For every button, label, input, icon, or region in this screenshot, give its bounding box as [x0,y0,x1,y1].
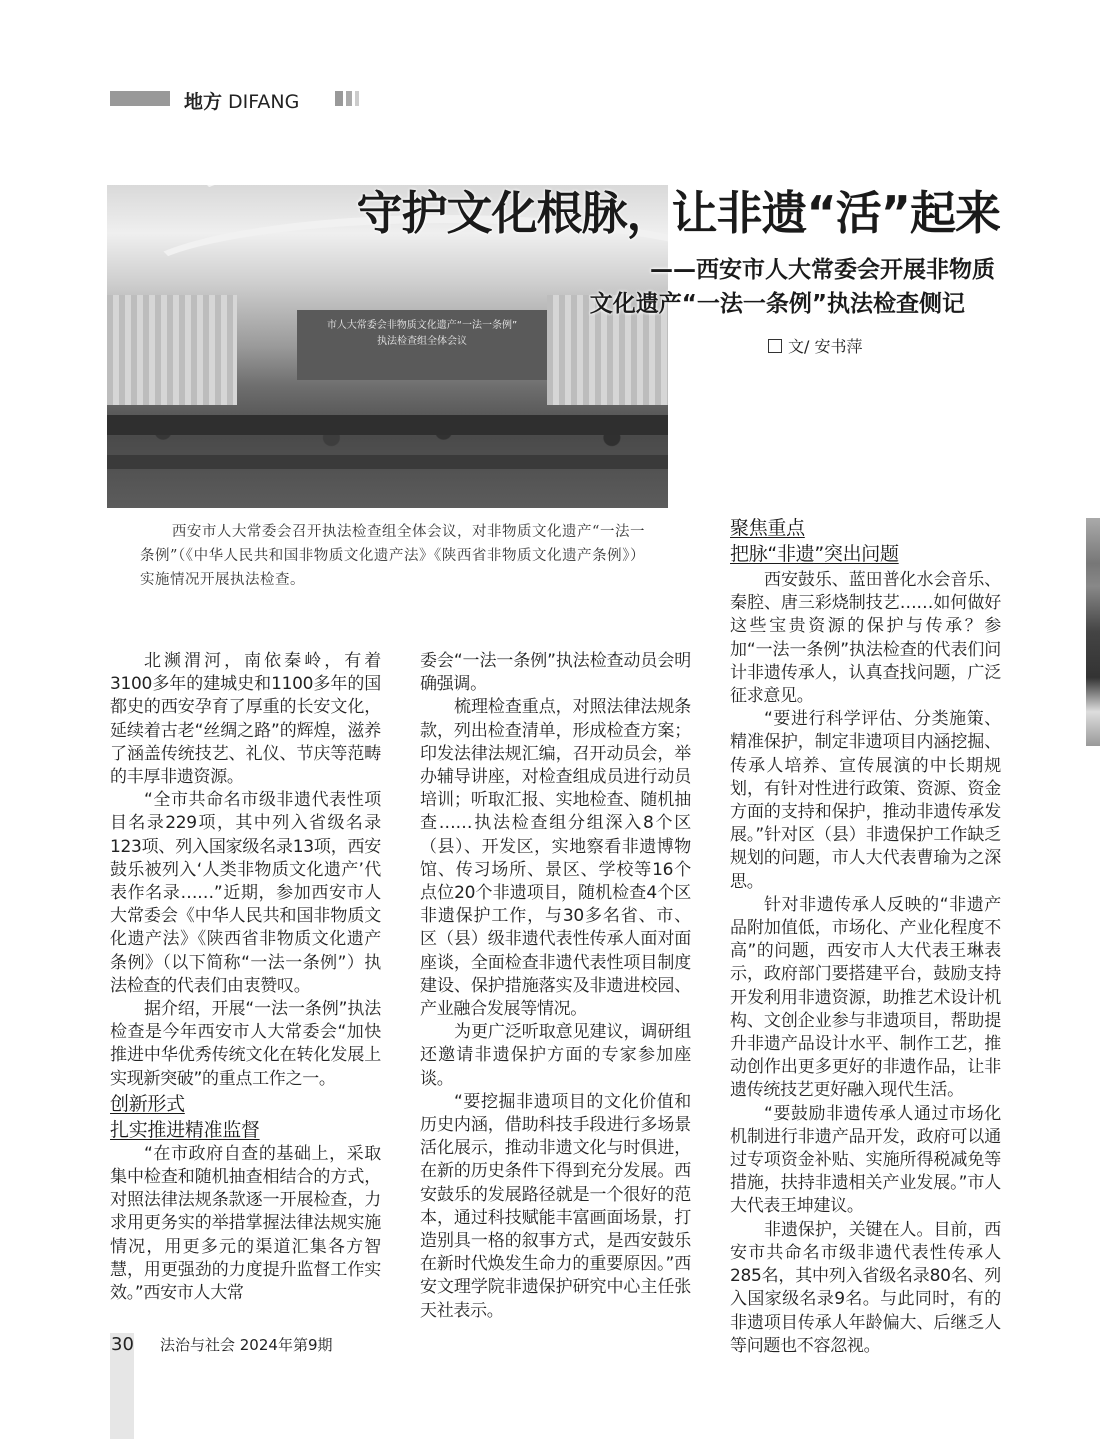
photo-screen [297,310,547,380]
section-heading: 创新形式 [110,1092,185,1115]
section-bar [110,91,170,106]
photo-screen-line1: 市人大常委会非物质文化遗产“一法一条例” [326,320,518,331]
byline [768,334,862,357]
section-marks [335,91,359,106]
paragraph: “要挖掘非遗项目的文化价值和历史内涵，借助科技手段进行多场景活化展示，推动非遗文化与时俱进，在新的历史条件下得到充分发展。西安鼓乐的发展路径就是一个很好的范本，通过科技赋能丰富画面场景，打造别具一格的叙事方式，是西安鼓乐在新时代焕发生命力的重要原因。”西安文理学院非遗保护研究中心主任张天社表示。 [420,1091,691,1321]
paragraph: 非遗保护，关键在人。目前，西安市共命名市级非遗代表性传承人285名，其中列入省级名录80名、列入国家级名录9名。与此同时，有的非遗项目传承人年龄偏大、后继乏人等问题也不容忽视。 [730,1219,1001,1356]
paragraph: 为更广泛听取意见建议，调研组还邀请非遗保护方面的专家参加座谈。 [420,1022,691,1089]
section-heading: 把脉“非遗”突出问题 [730,543,899,565]
photo-caption: 西安市人大常委会召开执法检查组全体会议，对非物质文化遗产“一法一条例”（《中华人民共和国非物质文化遗产法》《陕西省非物质文化遗产条例》）实施情况开展执法检查。 [140,524,645,588]
magazine-issue: 法治与社会 2024年第9期 [160,1336,333,1354]
section-heading: 扎实推进精准监督 [110,1118,260,1141]
section-label-cn: 地方 [184,91,223,113]
paragraph: “要进行科学评估、分类施策、精准保护，制定非遗项目内涵挖掘、传承人培养、宣传展演的中长期规划，有针对性进行政策、资源、资金方面的支持和保护，推动非遗传承发展。”针对区（县）非遗保护工作缺乏规划的问题，市人大代表曹瑜为之深思。 [730,709,1001,892]
paragraph: 梳理检查重点，对照法律法规条款，列出检查清单，形成检查方案；印发法律法规汇编，召开动员会，举办辅导讲座，对检查组成员进行动员培训；听取汇报、实地检查、随机抽查……执法检查组分组深入8个区（县）、开发区，实地察看非遗博物馆、传习场所、景区、学校等16个点位20个非遗项目，随机检查4个区非遗保护工作，与30多名省、市、区（县）级非遗代表性传承人面对面座谈，全面检查非遗代表性项目制度建设、保护措施落实及非遗进校园、产业融合发展等情况。 [420,697,691,1020]
photo-screen-line2: 执法检查组全体会议 [377,336,467,347]
paragraph: “全市共命名市级非遗代表性项目名录229项，其中列入省级名录123项、列入国家级名录13项，西安鼓乐被列入‘人类非物质文化遗产’代表作名录……”近期，参加西安市人大常委会《中华人民共和国非物质文化遗产法》《陕西省非物质文化遗产条例》（以下简称“一法一条例”）执法检查的代表们由衷赞叹。 [110,790,381,996]
section-label [184,87,299,114]
paragraph: 西安鼓乐、蓝田普化水会音乐、秦腔、唐三彩烧制技艺……如何做好这些宝贵资源的保护与传承？参加“一法一条例”执法检查的代表们问计非遗传承人，认真查找问题，广泛征求意见。 [730,570,1001,707]
column-1 [110,650,381,1305]
byline-text: 文/ 安书萍 [788,337,863,356]
paragraph: 委会“一法一条例”执法检查动员会明确强调。 [420,651,691,695]
section-label-en: DIFANG [228,91,300,113]
column-2 [420,650,691,1323]
page-number: 30 [111,1334,134,1355]
paragraph: “在市政府自查的基础上，采取集中检查和随机抽查相结合的方式，对照法律法规条款逐一开展检查，力求用更务实的举措掌握法律法规实施情况，用更多元的渠道汇集各方智慧，用更强劲的力度提升监督工作实效。”西安市人大常 [110,1143,381,1304]
article-subtitle-line2: 文化遗产“一法一条例”执法检查侧记 [589,291,965,317]
paragraph: 针对非遗传承人反映的“非遗产品附加值低，市场化、产业化程度不高”的问题，西安市人大代表王琳表示，政府部门要搭建平台，鼓励支持开发利用非遗资源，助推艺术设计机构、文创企业参与非遗项目，帮助提升非遗产品设计水平、制作工艺，推动创作出更多更好的非遗作品，让非遗传统技艺更好融入现代生活。 [730,894,1001,1101]
adjacent-page-photo [1086,518,1100,746]
column-3 [730,515,1001,1358]
paragraph: 据介绍，开展“一法一条例”执法检查是今年西安市人大常委会“加快推进中华优秀传统文化在转化发展上实现新突破”的重点工作之一。 [110,999,381,1089]
article-subtitle-line1: ——西安市人大常委会开展非物质 [650,257,995,283]
article-title: 守护文化根脉，让非遗“活”起来 [356,186,1000,240]
square-icon [768,339,782,353]
paragraph: “要鼓励非遗传承人通过市场化机制进行非遗产品开发，政府可以通过专项资金补贴、实施所得税减免等措施，扶持非遗相关产业发展。”市人大代表王坤建议。 [730,1103,1001,1217]
section-heading: 聚焦重点 [730,517,805,539]
paragraph: 北濒渭河，南依秦岭，有着3100多年的建城史和1100多年的国都史的西安孕育了厚重的长安文化，延续着古老“丝绸之路”的辉煌，滋养了涵盖传统技艺、礼仪、节庆等范畴的丰厚非遗资源。 [110,651,381,788]
